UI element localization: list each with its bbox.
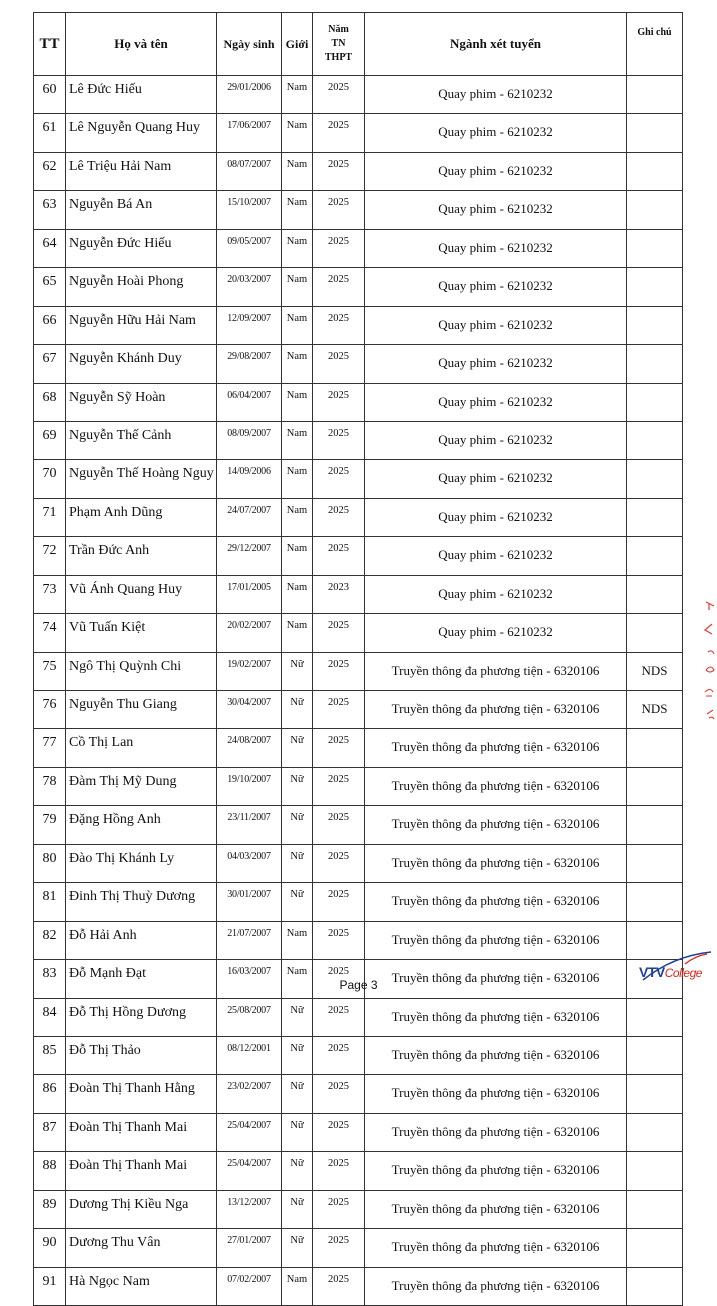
cell-major: Truyền thông đa phương tiện - 6320106 (365, 1190, 627, 1228)
cell-sex: Nữ (282, 806, 313, 844)
cell-name: Nguyễn Sỹ Hoàn (66, 383, 217, 421)
cell-dob: 25/04/2007 (217, 1113, 282, 1151)
cell-tt: 60 (34, 76, 66, 114)
cell-dob: 23/02/2007 (217, 1075, 282, 1113)
cell-note (627, 1267, 683, 1305)
cell-major: Truyền thông đa phương tiện - 6320106 (365, 844, 627, 882)
cell-sex: Nam (282, 268, 313, 306)
cell-grad-year: 2025 (313, 345, 365, 383)
cell-tt: 74 (34, 614, 66, 652)
cell-grad-year: 2025 (313, 76, 365, 114)
table-row (34, 229, 683, 267)
cell-note (627, 345, 683, 383)
cell-note (627, 537, 683, 575)
cell-name: Phạm Anh Dũng (66, 498, 217, 536)
cell-tt: 90 (34, 1229, 66, 1267)
cell-major: Truyền thông đa phương tiện - 6320106 (365, 1229, 627, 1267)
logo-text-sub: College (664, 966, 702, 980)
cell-dob: 04/03/2007 (217, 844, 282, 882)
cell-name: Nguyễn Hoài Phong (66, 268, 217, 306)
cell-note (627, 806, 683, 844)
cell-tt: 64 (34, 229, 66, 267)
logo-text-main: VTV (639, 964, 665, 980)
cell-sex: Nam (282, 345, 313, 383)
cell-name: Đặng Hồng Anh (66, 806, 217, 844)
cell-tt: 77 (34, 729, 66, 767)
cell-name: Nguyễn Thu Giang (66, 691, 217, 729)
header-dob: Ngày sinh (217, 13, 282, 76)
cell-tt: 85 (34, 1036, 66, 1074)
admission-table (33, 12, 683, 1306)
table-row (34, 844, 683, 882)
table-row (34, 1075, 683, 1113)
cell-name: Nguyễn Thế Cảnh (66, 421, 217, 459)
table-row (34, 1152, 683, 1190)
cell-sex: Nữ (282, 767, 313, 805)
table-row (34, 614, 683, 652)
cell-name: Đoàn Thị Thanh Mai (66, 1152, 217, 1190)
table-row (34, 152, 683, 190)
cell-sex: Nữ (282, 691, 313, 729)
cell-dob: 29/01/2006 (217, 76, 282, 114)
cell-note (627, 114, 683, 152)
cell-grad-year: 2025 (313, 421, 365, 459)
table-row (34, 114, 683, 152)
cell-sex: Nữ (282, 998, 313, 1036)
document-sheet (33, 12, 683, 1306)
cell-major: Quay phim - 6210232 (365, 114, 627, 152)
cell-note (627, 191, 683, 229)
cell-grad-year: 2025 (313, 614, 365, 652)
cell-grad-year: 2025 (313, 460, 365, 498)
cell-major: Quay phim - 6210232 (365, 306, 627, 344)
cell-name: Vũ Ánh Quang Huy (66, 575, 217, 613)
cell-note (627, 614, 683, 652)
cell-tt: 69 (34, 421, 66, 459)
cell-sex: Nam (282, 152, 313, 190)
cell-dob: 08/09/2007 (217, 421, 282, 459)
cell-note (627, 383, 683, 421)
cell-grad-year: 2025 (313, 883, 365, 921)
cell-grad-year: 2025 (313, 306, 365, 344)
cell-sex: Nam (282, 114, 313, 152)
cell-sex: Nam (282, 76, 313, 114)
cell-dob: 27/01/2007 (217, 1229, 282, 1267)
table-row (34, 691, 683, 729)
cell-name: Đỗ Thị Thảo (66, 1036, 217, 1074)
table-row (34, 306, 683, 344)
cell-grad-year: 2025 (313, 383, 365, 421)
cell-name: Đàm Thị Mỹ Dung (66, 767, 217, 805)
cell-name: Cồ Thị Lan (66, 729, 217, 767)
cell-sex: Nữ (282, 729, 313, 767)
cell-name: Đào Thị Khánh Ly (66, 844, 217, 882)
cell-name: Đỗ Mạnh Đạt (66, 960, 217, 998)
cell-dob: 29/08/2007 (217, 345, 282, 383)
cell-major: Quay phim - 6210232 (365, 152, 627, 190)
cell-sex: Nam (282, 537, 313, 575)
cell-sex: Nam (282, 191, 313, 229)
cell-major: Quay phim - 6210232 (365, 76, 627, 114)
cell-note (627, 883, 683, 921)
cell-name: Lê Nguyễn Quang Huy (66, 114, 217, 152)
cell-major: Truyền thông đa phương tiện - 6320106 (365, 960, 627, 998)
cell-dob: 25/04/2007 (217, 1152, 282, 1190)
cell-major: Truyền thông đa phương tiện - 6320106 (365, 921, 627, 959)
table-header-row (34, 13, 683, 76)
cell-tt: 73 (34, 575, 66, 613)
cell-major: Truyền thông đa phương tiện - 6320106 (365, 652, 627, 690)
cell-tt: 87 (34, 1113, 66, 1151)
table-body (34, 76, 683, 1306)
header-grad-year-line2: TN (331, 38, 346, 49)
cell-major: Quay phim - 6210232 (365, 614, 627, 652)
cell-dob: 23/11/2007 (217, 806, 282, 844)
cell-sex: Nam (282, 960, 313, 998)
table-row (34, 1229, 683, 1267)
table-row (34, 575, 683, 613)
cell-name: Nguyễn Thế Hoàng Nguy (66, 460, 217, 498)
cell-sex: Nam (282, 921, 313, 959)
vtv-college-logo (633, 950, 713, 990)
cell-grad-year: 2025 (313, 1075, 365, 1113)
cell-name: Vũ Tuấn Kiệt (66, 614, 217, 652)
cell-sex: Nam (282, 383, 313, 421)
table-row (34, 806, 683, 844)
cell-tt: 88 (34, 1152, 66, 1190)
cell-note (627, 767, 683, 805)
table-row (34, 191, 683, 229)
cell-name: Dương Thị Kiều Nga (66, 1190, 217, 1228)
cell-name: Ngô Thị Quỳnh Chi (66, 652, 217, 690)
cell-sex: Nam (282, 460, 313, 498)
cell-major: Quay phim - 6210232 (365, 345, 627, 383)
cell-major: Truyền thông đa phương tiện - 6320106 (365, 729, 627, 767)
cell-grad-year: 2025 (313, 691, 365, 729)
cell-note (627, 306, 683, 344)
cell-name: Nguyễn Bá An (66, 191, 217, 229)
cell-dob: 17/01/2005 (217, 575, 282, 613)
cell-sex: Nam (282, 498, 313, 536)
cell-note (627, 1036, 683, 1074)
cell-dob: 15/10/2007 (217, 191, 282, 229)
table-row (34, 1113, 683, 1151)
cell-tt: 66 (34, 306, 66, 344)
table-row (34, 652, 683, 690)
cell-note (627, 460, 683, 498)
cell-tt: 81 (34, 883, 66, 921)
table-row (34, 1267, 683, 1305)
cell-grad-year: 2025 (313, 998, 365, 1036)
table-row (34, 998, 683, 1036)
cell-note (627, 76, 683, 114)
cell-sex: Nữ (282, 652, 313, 690)
cell-tt: 62 (34, 152, 66, 190)
cell-grad-year: 2025 (313, 1190, 365, 1228)
cell-note (627, 575, 683, 613)
cell-note (627, 1229, 683, 1267)
cell-tt: 70 (34, 460, 66, 498)
cell-major: Truyền thông đa phương tiện - 6320106 (365, 1036, 627, 1074)
cell-grad-year: 2025 (313, 960, 365, 998)
cell-dob: 24/07/2007 (217, 498, 282, 536)
cell-tt: 83 (34, 960, 66, 998)
header-name: Họ và tên (66, 13, 217, 76)
cell-name: Nguyễn Hữu Hải Nam (66, 306, 217, 344)
cell-dob: 20/02/2007 (217, 614, 282, 652)
cell-dob: 19/02/2007 (217, 652, 282, 690)
cell-tt: 78 (34, 767, 66, 805)
cell-tt: 86 (34, 1075, 66, 1113)
cell-dob: 20/03/2007 (217, 268, 282, 306)
cell-grad-year: 2025 (313, 1036, 365, 1074)
cell-grad-year: 2025 (313, 729, 365, 767)
cell-dob: 06/04/2007 (217, 383, 282, 421)
cell-grad-year: 2025 (313, 229, 365, 267)
cell-note (627, 268, 683, 306)
red-stamp-mark-icon (700, 600, 717, 730)
cell-dob: 12/09/2007 (217, 306, 282, 344)
cell-note (627, 1190, 683, 1228)
cell-name: Hà Ngọc Nam (66, 1267, 217, 1305)
cell-sex: Nữ (282, 1075, 313, 1113)
cell-dob: 08/07/2007 (217, 152, 282, 190)
cell-name: Lê Triệu Hải Nam (66, 152, 217, 190)
table-row (34, 767, 683, 805)
cell-sex: Nữ (282, 844, 313, 882)
cell-tt: 63 (34, 191, 66, 229)
cell-note (627, 729, 683, 767)
cell-dob: 21/07/2007 (217, 921, 282, 959)
cell-major: Truyền thông đa phương tiện - 6320106 (365, 1267, 627, 1305)
cell-sex: Nam (282, 421, 313, 459)
cell-tt: 82 (34, 921, 66, 959)
cell-grad-year: 2025 (313, 268, 365, 306)
cell-sex: Nữ (282, 1113, 313, 1151)
cell-dob: 25/08/2007 (217, 998, 282, 1036)
cell-sex: Nam (282, 306, 313, 344)
cell-name: Dương Thu Vân (66, 1229, 217, 1267)
cell-note (627, 998, 683, 1036)
cell-dob: 24/08/2007 (217, 729, 282, 767)
cell-name: Đỗ Thị Hồng Dương (66, 998, 217, 1036)
cell-tt: 71 (34, 498, 66, 536)
cell-tt: 91 (34, 1267, 66, 1305)
cell-note: NDS (627, 652, 683, 690)
cell-major: Truyền thông đa phương tiện - 6320106 (365, 691, 627, 729)
cell-name: Đỗ Hải Anh (66, 921, 217, 959)
cell-sex: Nam (282, 575, 313, 613)
cell-grad-year: 2025 (313, 1267, 365, 1305)
cell-major: Truyền thông đa phương tiện - 6320106 (365, 767, 627, 805)
cell-sex: Nam (282, 229, 313, 267)
cell-grad-year: 2025 (313, 1113, 365, 1151)
cell-name: Nguyễn Khánh Duy (66, 345, 217, 383)
cell-major: Quay phim - 6210232 (365, 421, 627, 459)
header-grad-year-line1: Năm (328, 24, 349, 35)
cell-note (627, 421, 683, 459)
table-row (34, 345, 683, 383)
header-major: Ngành xét tuyển (365, 13, 627, 76)
cell-sex: Nữ (282, 883, 313, 921)
cell-tt: 72 (34, 537, 66, 575)
cell-major: Truyền thông đa phương tiện - 6320106 (365, 1152, 627, 1190)
cell-note (627, 152, 683, 190)
cell-tt: 89 (34, 1190, 66, 1228)
cell-sex: Nữ (282, 1152, 313, 1190)
cell-tt: 84 (34, 998, 66, 1036)
cell-grad-year: 2025 (313, 767, 365, 805)
logo-text (639, 964, 702, 980)
cell-major: Quay phim - 6210232 (365, 191, 627, 229)
cell-note (627, 229, 683, 267)
cell-major: Quay phim - 6210232 (365, 498, 627, 536)
cell-tt: 68 (34, 383, 66, 421)
table-row (34, 76, 683, 114)
cell-grad-year: 2025 (313, 652, 365, 690)
cell-grad-year: 2025 (313, 498, 365, 536)
cell-grad-year: 2025 (313, 1152, 365, 1190)
cell-dob: 29/12/2007 (217, 537, 282, 575)
cell-major: Quay phim - 6210232 (365, 575, 627, 613)
cell-major: Quay phim - 6210232 (365, 383, 627, 421)
cell-grad-year: 2025 (313, 921, 365, 959)
table-row (34, 1036, 683, 1074)
cell-sex: Nữ (282, 1036, 313, 1074)
cell-name: Đinh Thị Thuỳ Dương (66, 883, 217, 921)
cell-tt: 80 (34, 844, 66, 882)
cell-dob: 16/03/2007 (217, 960, 282, 998)
cell-name: Nguyễn Đức Hiếu (66, 229, 217, 267)
table-row (34, 383, 683, 421)
header-tt: TT (34, 13, 66, 76)
cell-tt: 61 (34, 114, 66, 152)
cell-sex: Nam (282, 614, 313, 652)
cell-dob: 30/01/2007 (217, 883, 282, 921)
cell-dob: 14/09/2006 (217, 460, 282, 498)
table-row (34, 268, 683, 306)
cell-dob: 30/04/2007 (217, 691, 282, 729)
cell-name: Lê Đức Hiếu (66, 76, 217, 114)
table-row (34, 537, 683, 575)
cell-note (627, 844, 683, 882)
cell-grad-year: 2025 (313, 114, 365, 152)
cell-dob: 09/05/2007 (217, 229, 282, 267)
cell-major: Quay phim - 6210232 (365, 268, 627, 306)
cell-name: Đoàn Thị Thanh Hằng (66, 1075, 217, 1113)
header-grad-year-line3: THPT (324, 52, 353, 63)
cell-sex: Nam (282, 1267, 313, 1305)
cell-sex: Nữ (282, 1229, 313, 1267)
cell-major: Truyền thông đa phương tiện - 6320106 (365, 883, 627, 921)
cell-major: Quay phim - 6210232 (365, 229, 627, 267)
cell-sex: Nữ (282, 1190, 313, 1228)
cell-grad-year: 2025 (313, 806, 365, 844)
cell-major: Truyền thông đa phương tiện - 6320106 (365, 806, 627, 844)
cell-note (627, 1113, 683, 1151)
cell-name: Trần Đức Anh (66, 537, 217, 575)
cell-major: Truyền thông đa phương tiện - 6320106 (365, 1113, 627, 1151)
table-row (34, 729, 683, 767)
cell-note (627, 1075, 683, 1113)
cell-grad-year: 2023 (313, 575, 365, 613)
cell-tt: 67 (34, 345, 66, 383)
cell-dob: 13/12/2007 (217, 1190, 282, 1228)
cell-grad-year: 2025 (313, 191, 365, 229)
header-grad-year (313, 13, 365, 76)
page-number: Page 3 (339, 978, 378, 992)
header-note: Ghi chú (627, 13, 683, 76)
cell-grad-year: 2025 (313, 1229, 365, 1267)
table-row (34, 498, 683, 536)
cell-grad-year: 2025 (313, 537, 365, 575)
cell-dob: 08/12/2001 (217, 1036, 282, 1074)
cell-tt: 65 (34, 268, 66, 306)
cell-note: NDS (627, 691, 683, 729)
table-row (34, 1190, 683, 1228)
cell-name: Đoàn Thị Thanh Mai (66, 1113, 217, 1151)
table-row (34, 921, 683, 959)
cell-dob: 19/10/2007 (217, 767, 282, 805)
cell-dob: 07/02/2007 (217, 1267, 282, 1305)
cell-major: Truyền thông đa phương tiện - 6320106 (365, 998, 627, 1036)
table-row (34, 421, 683, 459)
header-sex: Giới (282, 13, 313, 76)
cell-tt: 75 (34, 652, 66, 690)
cell-tt: 76 (34, 691, 66, 729)
cell-note (627, 498, 683, 536)
cell-major: Quay phim - 6210232 (365, 460, 627, 498)
cell-dob: 17/06/2007 (217, 114, 282, 152)
table-row (34, 883, 683, 921)
cell-major: Truyền thông đa phương tiện - 6320106 (365, 1075, 627, 1113)
table-row (34, 460, 683, 498)
cell-note (627, 1152, 683, 1190)
cell-grad-year: 2025 (313, 844, 365, 882)
cell-tt: 79 (34, 806, 66, 844)
cell-major: Quay phim - 6210232 (365, 537, 627, 575)
cell-grad-year: 2025 (313, 152, 365, 190)
